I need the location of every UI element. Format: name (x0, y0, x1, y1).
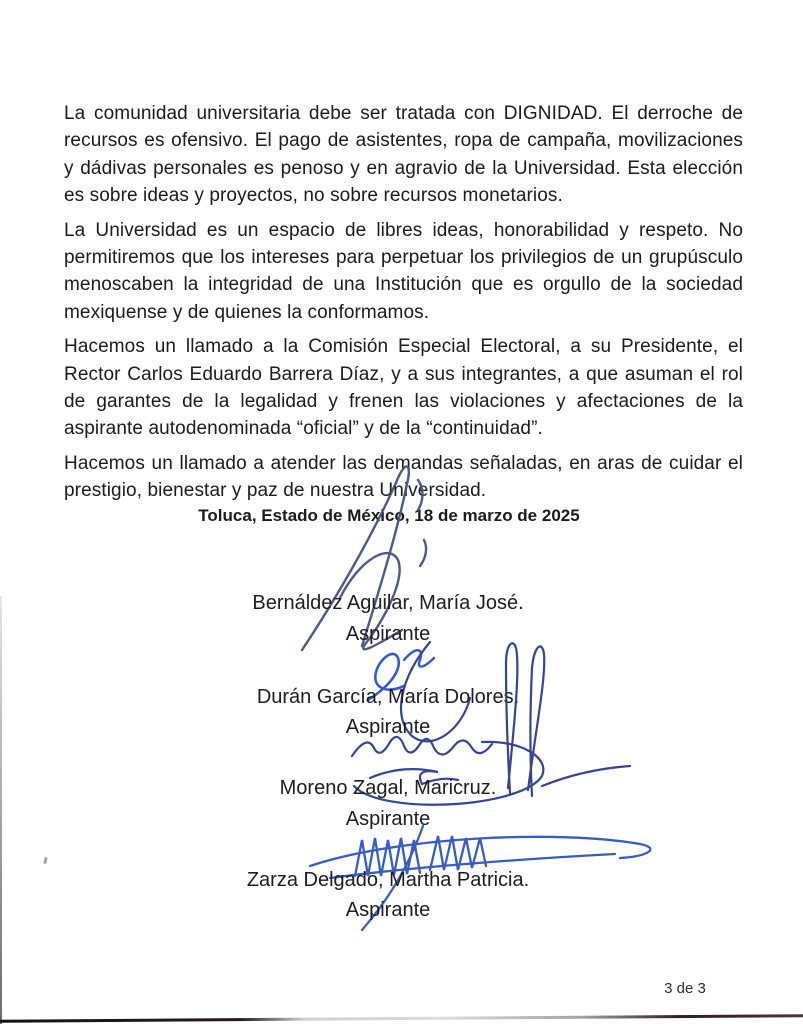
signatory-name-3: Moreno Zagal, Maricruz. (279, 777, 497, 799)
scan-edge-bottom-artifact (0, 1014, 803, 1023)
signatory-name-4: Zarza Delgado, Martha Patricia. (246, 869, 530, 891)
dateline: Toluca, Estado de México, 18 de marzo de 2025 (198, 506, 580, 525)
paragraph-dignity: La comunidad universitaria debe ser tratada con DIGNIDAD. El derroche de recursos es ofensivo. El pago de asistentes, ropa de campaña, movilizaciones y dádivas personales es penoso y en agravio de la Universidad. Esta elección es sobre ideas y proyectos, no sobre recursos monetarios. (64, 103, 743, 207)
signatory-name-2: Durán García, María Dolores. (256, 686, 520, 708)
scan-edge-left-artifact (0, 596, 2, 1024)
paragraph-university-values: La Universidad es un espacio de libres ideas, honorabilidad y respeto. No permitiremos que los intereses para perpetuar los privilegios de un grupúsculo menoscaben la integridad de una Institución que es orgullo de la sociedad mexiquense y de quienes la conformamos. (64, 219, 743, 323)
signatory-role-4: Aspirante (345, 899, 431, 921)
paragraph-final-call: Hacemos un llamado a atender las demandas señaladas, en aras de cuidar el prestigio, bienestar y paz de nuestra Universidad. (64, 452, 743, 502)
signatory-role-2: Aspirante (345, 716, 431, 738)
page-number: 3 de 3 (664, 980, 706, 997)
signatory-role-3: Aspirante (345, 808, 431, 830)
letter-body (64, 100, 743, 512)
signatory-name-1: Bernáldez Aguilar, María José. (252, 592, 524, 614)
paragraph-electoral-commission: Hacemos un llamado a la Comisión Especial Electoral, a su Presidente, el Rector Carlos Eduardo Barrera Díaz, y a sus integrantes, a que asuman el rol de garantes de la legalidad y frenen las violaciones y afectaciones de la aspirante autodenominada “oficial” y de la “continuidad”. (64, 336, 743, 440)
signatory-role-1: Aspirante (345, 623, 431, 645)
scan-speck-artifact (43, 857, 47, 864)
